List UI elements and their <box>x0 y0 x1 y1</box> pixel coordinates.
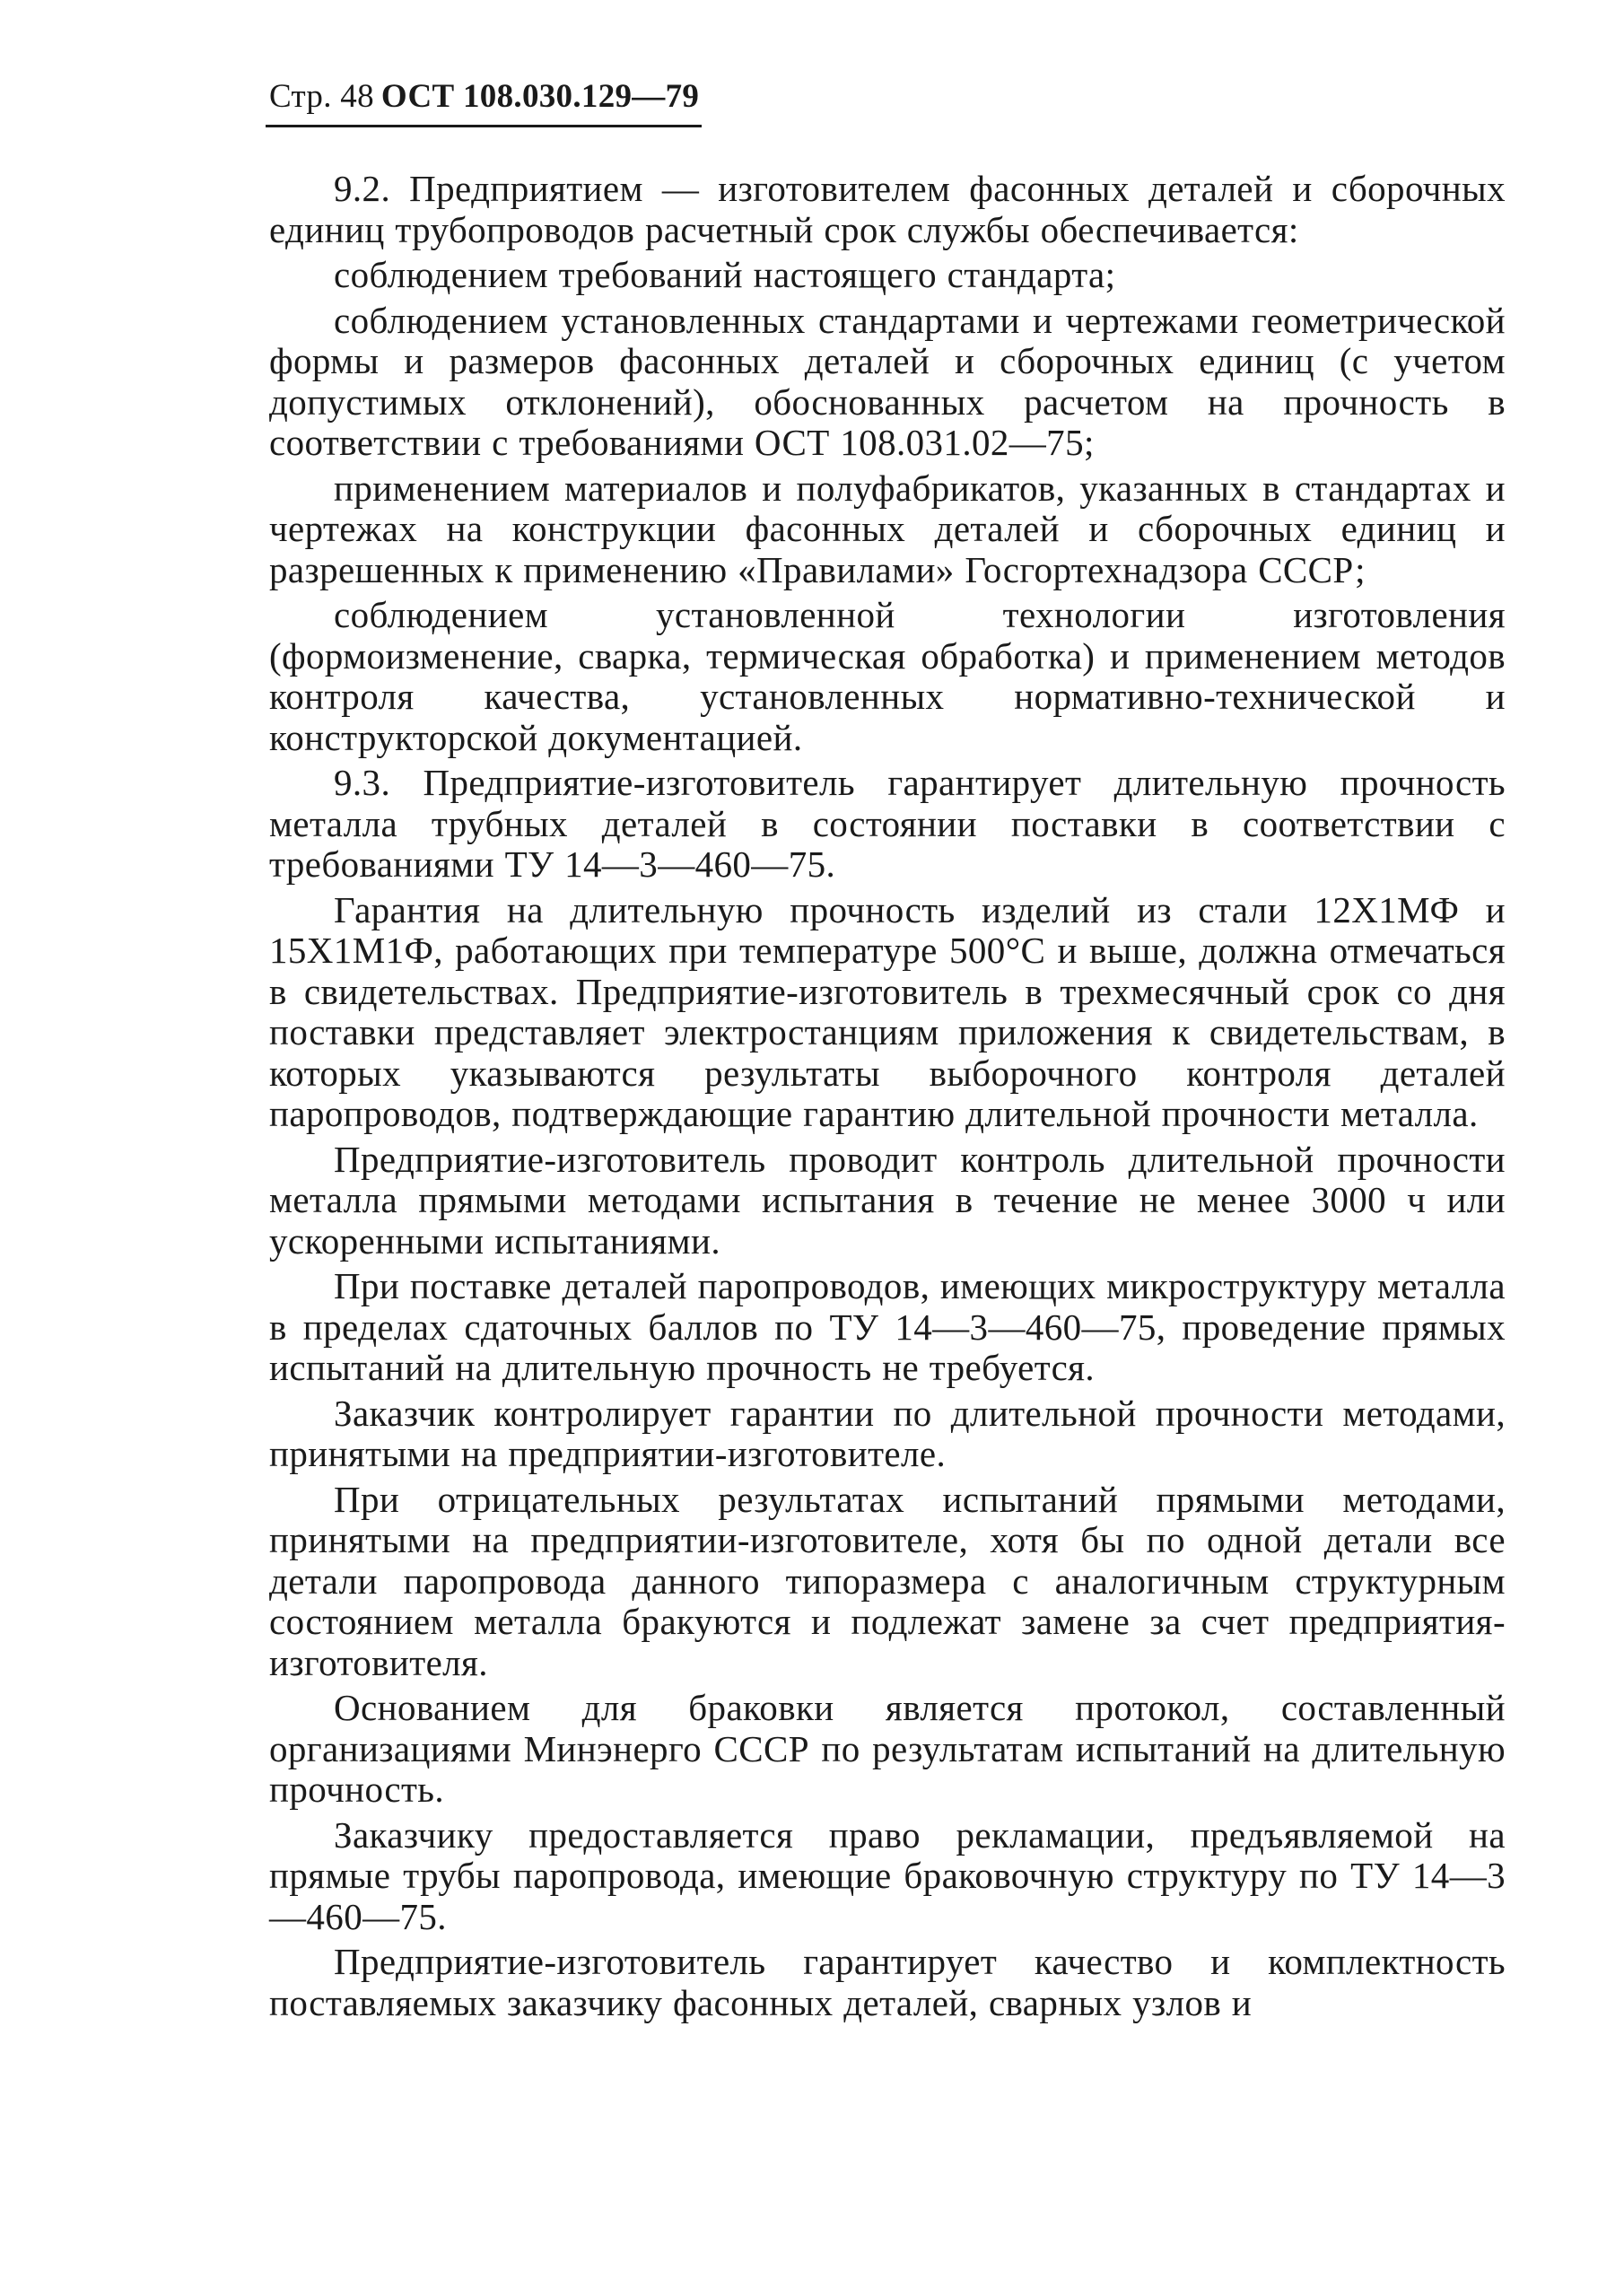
clause-9-2: 9.2. Предприятием — изготовителем фасонных деталей и сборочных единиц трубопроводов расчетный срок службы обеспечивается: <box>269 168 1506 250</box>
document-body <box>269 169 1506 2028</box>
list-item-technology: соблюдением установленной технологии изготовления (формоизменение, сварка, термическая обработка) и применением методов контроля качества, установленных нормативно-технической и конструкторской документацией. <box>269 594 1506 758</box>
paragraph-strength-control: Предприятие-изготовитель проводит контроль длительной прочности металла прямыми методами испытания в течение не менее 3000 ч или ускоренными испытаниями. <box>269 1138 1506 1262</box>
list-item-materials: применением материалов и полуфабрикатов, указанных в стандартах и чертежах на конструкции фасонных деталей и сборочных единиц и разрешенных к применению «Правилами» Госгортехнадзора СССР; <box>269 467 1506 590</box>
paragraph-guarantee: Гарантия на длительную прочность изделий из стали 12Х1МФ и 15Х1М1Ф, работающих при температуре 500°С и выше, должна отмечаться в свидетельствах. Предприятие-изготовитель в трехмесячный срок со дня поставки представляет электростанциям приложения к свидетельствам, в которых указываются результаты выборочного контроля деталей паропроводов, подтверждающие гарантию длительной прочности металла. <box>269 888 1506 1134</box>
paragraph-negative-results: При отрицательных результатах испытаний прямыми методами, принятыми на предприятии-изготовителе, хотя бы по одной детали все детали паропровода данного типоразмера с аналогичным структурным состоянием металла бракуются и подлежат замене за счет предприятия-изготовителя. <box>269 1478 1506 1683</box>
paragraph-customer-control: Заказчик контролирует гарантии по длительной прочности методами, принятыми на предприятии-изготовителе. <box>269 1392 1506 1474</box>
standard-code: ОСТ 108.030.129—79 <box>380 78 700 115</box>
clause-9-3: 9.3. Предприятие-изготовитель гарантирует длительную прочность металла трубных деталей в состоянии поставки в соответствии с требованиями ТУ 14—3—460—75. <box>269 762 1506 885</box>
list-item-standard-compliance: соблюдением требований настоящего стандарта; <box>334 254 1116 295</box>
page-number: Стр. 48 <box>269 78 374 115</box>
paragraph-reclamation: Заказчику предоставляется право рекламации, предъявляемой на прямые трубы паропровода, имеющие браковочную структуру по ТУ 14—3—460—75. <box>269 1813 1506 1937</box>
page-header <box>269 77 699 117</box>
paragraph-quality-guarantee: Предприятие-изготовитель гарантирует качество и комплектность поставляемых заказчику фасонных деталей, сварных узлов и <box>269 1941 1506 2023</box>
header-underline <box>266 125 702 127</box>
list-item-geometry-compliance: соблюдением установленных стандартами и чертежами геометрической формы и размеров фасонных деталей и сборочных единиц (с учетом допустимых отклонений), обоснованных расчетом на прочность в соответствии с требованиями ОСТ 108.031.02—75; <box>269 299 1506 463</box>
paragraph-rejection-basis: Основанием для браковки является протокол, составленный организациями Минэнерго СССР по результатам испытаний на длительную прочность. <box>269 1687 1506 1810</box>
paragraph-microstructure: При поставке деталей паропроводов, имеющих микроструктуру металла в пределах сдаточных баллов по ТУ 14—3—460—75, проведение прямых испытаний на длительную прочность не требуется. <box>269 1265 1506 1388</box>
